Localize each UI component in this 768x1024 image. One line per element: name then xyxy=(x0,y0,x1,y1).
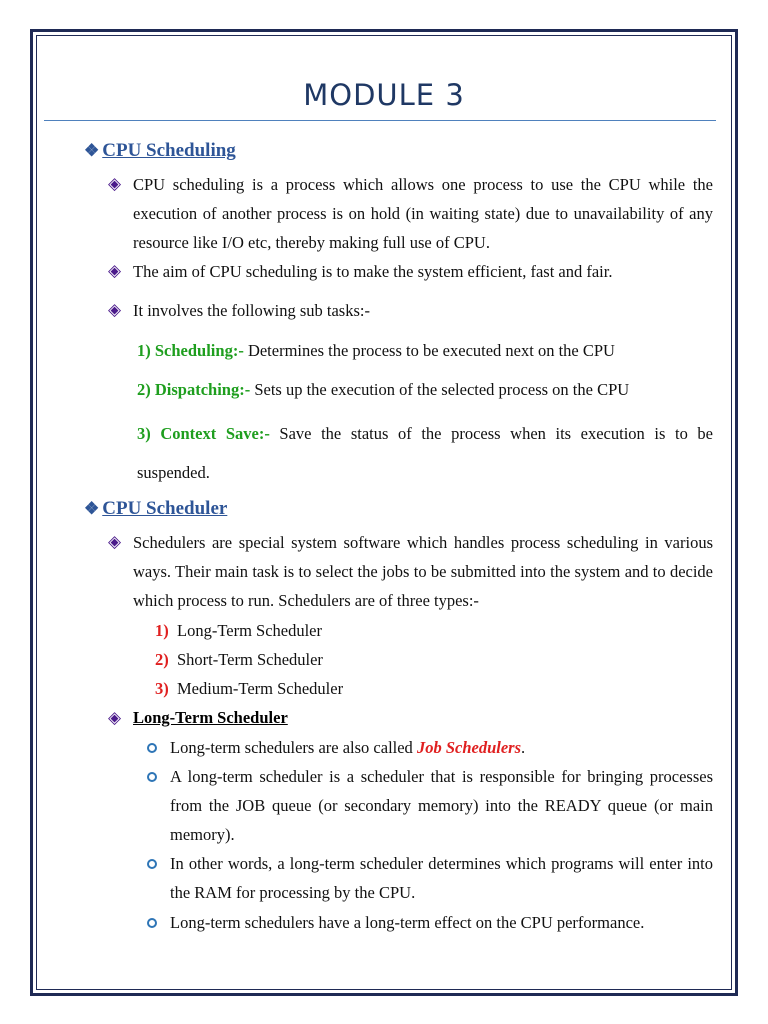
scheduler-type-item: 1) Long-Term Scheduler xyxy=(155,621,323,640)
bullet-text: A long-term scheduler is a scheduler that is responsible for bringing processes from the JOB queue (or secondary memory) into the READY queue (or main memory). xyxy=(170,767,713,844)
bullet-text: Long-term schedulers are also called Job Schedulers. xyxy=(170,738,526,757)
scheduler-type-item: 2) Short-Term Scheduler xyxy=(155,650,323,669)
bullet-text: In other words, a long-term scheduler determines which programs will enter into the RAM for processing by the CPU. xyxy=(170,854,713,902)
bullet-text: Long-term schedulers have a long-term effect on the CPU performance. xyxy=(170,913,645,932)
scheduler-type-item: 3) Medium-Term Scheduler xyxy=(155,679,344,698)
circle-bullet-icon xyxy=(147,743,157,753)
circle-bullet-icon xyxy=(147,918,157,928)
task-item: 2) Dispatching:- Sets up the execution of the selected process on the CPU xyxy=(137,380,630,399)
title-divider xyxy=(44,120,716,121)
diamond-star-icon: ❖ xyxy=(84,141,100,160)
circle-bullet-icon xyxy=(147,859,157,869)
bullet-text: The aim of CPU scheduling is to make the system efficient, fast and fair. xyxy=(133,262,613,281)
section-heading-cpu-scheduling: ❖ CPU Scheduling xyxy=(84,140,236,161)
bullet-text: It involves the following sub tasks:- xyxy=(133,301,370,320)
section-heading-cpu-scheduler: ❖ CPU Scheduler xyxy=(84,498,228,519)
subsection-heading-long-term: Long-Term Scheduler xyxy=(133,708,288,727)
page-title: MODULE 3 xyxy=(303,78,465,112)
task-item: 1) Scheduling:- Determines the process to be executed next on the CPU xyxy=(137,341,615,360)
diamond-bullet-icon: ◈ xyxy=(108,300,122,319)
diamond-bullet-icon: ◈ xyxy=(108,261,122,280)
diamond-star-icon: ❖ xyxy=(84,499,100,518)
bullet-text: CPU scheduling is a process which allows one process to use the CPU while the execution of another process is on hold (in waiting state) due to unavailability of any resource like I/O etc, thereby making full use of CPU. xyxy=(133,175,713,252)
diamond-bullet-icon: ◈ xyxy=(108,174,122,193)
circle-bullet-icon xyxy=(147,772,157,782)
diamond-bullet-icon: ◈ xyxy=(108,708,122,727)
task-item: 3) Context Save:- Save the status of the process when its execution is to be suspended. xyxy=(137,424,713,482)
diamond-bullet-icon: ◈ xyxy=(108,532,122,551)
bullet-text: Schedulers are special system software which handles process scheduling in various ways. Their main task is to select the jobs to be submitted into the system and to decide which process to run. Schedulers are of three types:- xyxy=(133,533,713,610)
